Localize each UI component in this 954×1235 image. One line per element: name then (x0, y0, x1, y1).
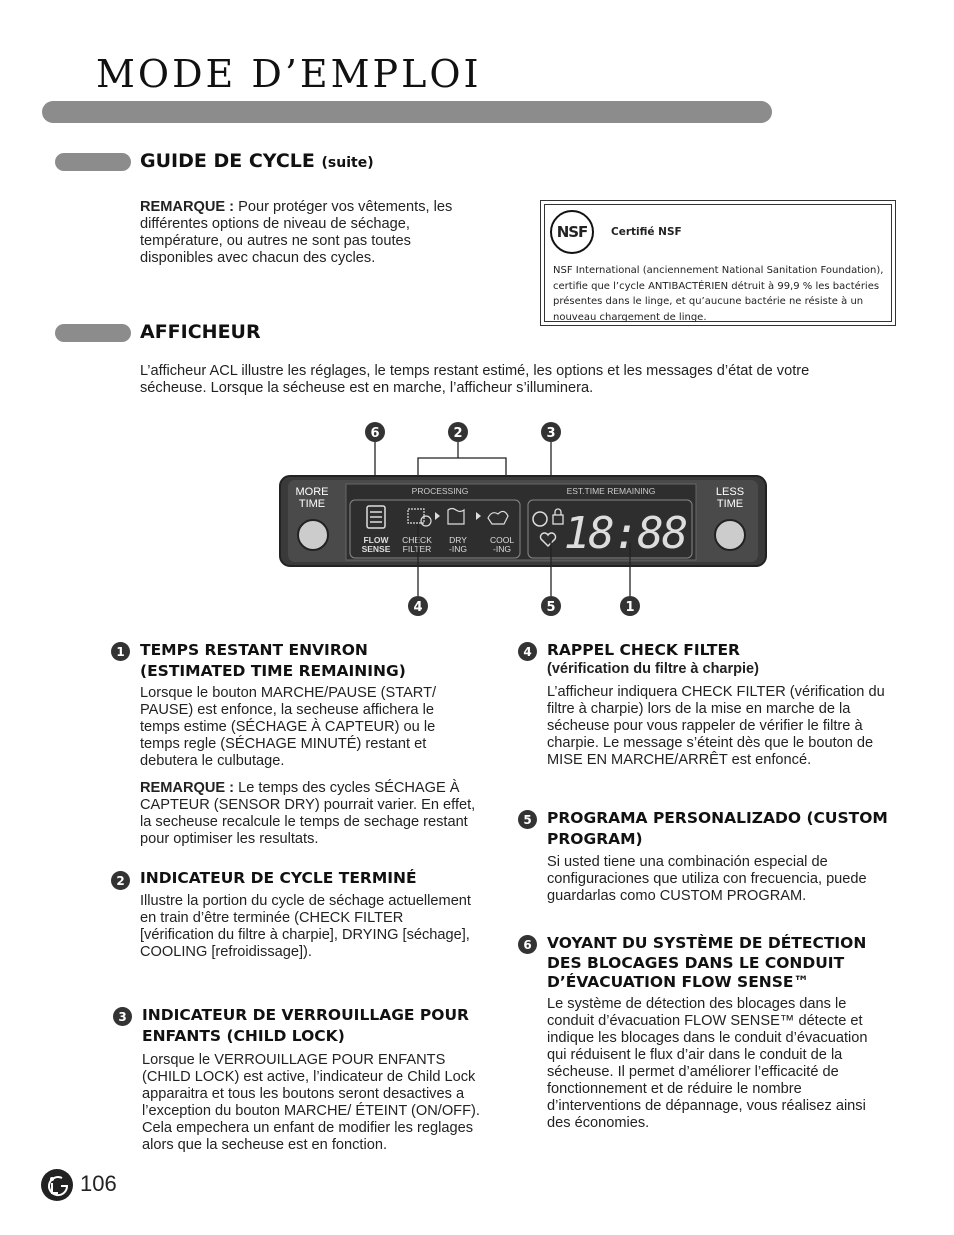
note-text: Le temps des cycles SÉCHAGE À CAPTEUR (SENSOR DRY) pourrait varier. En effet, la secheuse recalcule le temps de sechage restant pour optimiser les resultats. (140, 780, 476, 847)
display-panel-diagram (270, 418, 780, 628)
item-body: L’afficheur indiquera CHECK FILTER (vérification du filtre à charpie) lors de la mise en marche de la sécheuse pour vous rappeler de vérifier le filtre à charpie. Le message s’éteint dès que le bouton de MISE EN MARCHE/ARRÊT est enfoncé. (547, 684, 885, 768)
callout-label: 3 (546, 426, 556, 441)
svg-text:FILTER: FILTER (402, 544, 432, 554)
item-number: 5 (518, 810, 537, 829)
item-body: Si usted tiene una combinación especial de configuraciones que utiliza con frecuencia, puede guardarlas como CUSTOM PROGRAM. (547, 854, 867, 904)
callout-label: 5 (546, 600, 556, 615)
svg-text:-ING: -ING (449, 544, 467, 554)
item-title: VOYANT DU SYSTÈME DE DÉTECTION DES BLOCAGES DANS LE CONDUIT D’ÉVACUATION FLOW SENSE™ (547, 934, 867, 991)
svg-text:COOL: COOL (489, 535, 515, 545)
est-time-label: EST.TIME REMAINING (566, 486, 656, 496)
svg-text:FLOW: FLOW (363, 535, 389, 545)
page-title: MODE D’EMPLOI (96, 52, 482, 96)
item-number: 3 (113, 1007, 132, 1026)
nsf-description: NSF International (anciennement National Sanitation Foundation), certifie que l’cycle ANTIBACTÉRIEN détruit à 99,9 % les bactéries présentes dans le linge, et qu’aucune bactérie ne résiste à un nouveau chargement de linge. (553, 265, 884, 323)
time-digits: 18:88 (563, 508, 687, 559)
item-body: Le système de détection des blocages dans le conduit d’évacuation FLOW SENSE™ détecte et indique les blocages dans le conduit d’évacuation qui réduisent le flux d’air dans le conduit de la sécheuse. Il permet d’améliorer l’efficacité de fonctionnement et de réduire le nombre d’interventions de dépannage, vous réalisez ainsi des économies. (547, 996, 868, 1131)
header-bar (42, 101, 772, 123)
item-title: RAPPEL CHECK FILTER (547, 641, 740, 659)
less-time-label: LESS (715, 486, 745, 498)
item-title: PROGRAMA PERSONALIZADO (CUSTOM PROGRAM) (547, 809, 888, 848)
callout-label: 6 (370, 426, 380, 441)
callout-1 (620, 596, 640, 616)
callout-3 (541, 422, 561, 442)
callout-6 (365, 422, 385, 442)
callout-label: 2 (453, 426, 463, 441)
item-number: 6 (518, 935, 537, 954)
item-body: Lorsque le bouton MARCHE/PAUSE (START/ PAUSE) est enfonce, la secheuse affichera le temps estime (SÉCHAGE À CAPTEUR) ou le temps regle (SÉCHAGE MINUTÉ) restant et debutera le culbutage. (140, 685, 437, 769)
afficheur-intro: L’afficheur ACL illustre les réglages, le temps restant estimé, les options et les messages d’état de votre sécheuse. Lorsque la sécheuse est en marche, l’afficheur s’illuminera. (140, 363, 810, 396)
processing-label: PROCESSING (411, 486, 469, 496)
item-note (140, 780, 485, 848)
section-title-text: GUIDE DE CYCLE (140, 150, 315, 172)
page-number: 106 (80, 1171, 117, 1196)
item-title: TEMPS RESTANT ENVIRON (ESTIMATED TIME REMAINING) (140, 641, 406, 680)
callout-label: 4 (413, 600, 423, 615)
svg-text:TIME: TIME (716, 498, 744, 510)
svg-text:DRY: DRY (449, 535, 467, 545)
section-marker (55, 324, 131, 342)
item-subtitle: (vérification du filtre à charpie) (547, 661, 759, 677)
nsf-certification-box (540, 200, 896, 326)
svg-text:TIME: TIME (298, 498, 326, 510)
callout-5 (541, 596, 561, 616)
less-time-button (715, 520, 745, 550)
callout-2 (448, 422, 468, 442)
svg-text:-ING: -ING (493, 544, 511, 554)
section-title-afficheur: AFFICHEUR (140, 321, 261, 343)
item-title: INDICATEUR DE CYCLE TERMINÉ (140, 869, 417, 887)
note-label: REMARQUE : (140, 199, 235, 215)
item-body: Lorsque le VERROUILLAGE POUR ENFANTS (CHILD LOCK) est active, l’indicateur de Child Lock apparaitra et tous les boutons seront desactives a l’exception du bouton MARCHE/ ÉTEINT (ON/OFF). Cela empechera un enfant de modifier les reglages alors que la secheuse est en fonction. (142, 1052, 480, 1153)
more-time-button (298, 520, 328, 550)
note-label: REMARQUE : (140, 780, 235, 796)
callout-label: 1 (625, 600, 635, 615)
item-number: 4 (518, 642, 537, 661)
remarque-note (140, 199, 470, 267)
nsf-certified-label: Certifié NSF (611, 226, 682, 238)
section-title-suffix: (suite) (321, 155, 374, 171)
note-text: Pour protéger vos vêtements, les différentes options de niveau de séchage, température, ou autres ne sont pas toutes disponibles avec chacun des cycles. (140, 199, 453, 266)
svg-text:SENSE: SENSE (361, 544, 391, 554)
section-marker (55, 153, 131, 171)
lg-logo (40, 1168, 74, 1202)
svg-text:CHECK: CHECK (402, 535, 432, 545)
nsf-logo: NSF (550, 210, 594, 254)
item-body: Illustre la portion du cycle de séchage actuellement en train d’être terminée (CHECK FILTER [vérification du filtre à charpie], DRYING [séchage], COOLING [refroidissage]). (140, 893, 471, 960)
more-time-label: MORE (295, 486, 329, 498)
section-title-guide (140, 150, 374, 172)
item-title: INDICATEUR DE VERROUILLAGE POUR ENFANTS (CHILD LOCK) (142, 1006, 469, 1045)
callout-4 (408, 596, 428, 616)
item-number: 1 (111, 642, 130, 661)
item-number: 2 (111, 871, 130, 890)
